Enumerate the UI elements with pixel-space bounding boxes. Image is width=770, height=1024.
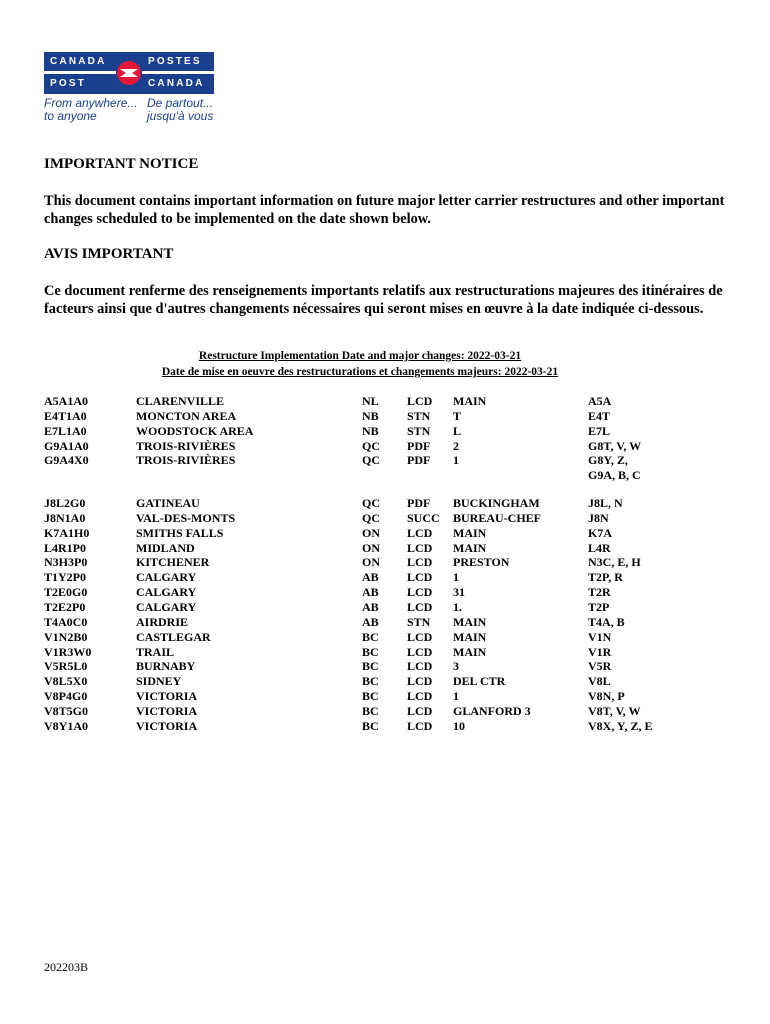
table-row [0,585,770,600]
cell-code: G9A1A0 [44,438,89,453]
table-row [0,719,770,734]
cell-type: LCD [407,659,433,674]
tagline-french [147,97,213,123]
document-id: 202203B [44,960,89,974]
cell-type: PDF [407,496,431,511]
cell-code: K7A1H0 [44,525,90,540]
cell-city: CLARENVILLE [136,394,225,408]
cell-city: VAL-DES-MONTS [136,510,236,525]
tagline-fr-line: jusqu'à vous [147,109,214,123]
cell-type: STN [407,408,431,423]
table-row [0,659,770,674]
cell-code: V8L5X0 [44,674,88,689]
cell-name: 1 [453,689,459,704]
restructure-heading-fr: Date de mise en oeuvre des restructurations et changements majeurs: 2022-03-21 [161,366,559,378]
table-row [0,555,770,570]
cell-fsa: T2R [588,585,611,600]
cell-code: E4T1A0 [44,408,87,423]
cell-type: PDF [407,453,431,468]
cell-type: LCD [407,644,433,659]
logo-word-canada-fr: CANADA [148,78,205,89]
cell-type: LCD [407,689,433,704]
cell-type: STN [407,423,431,438]
cell-prov: BC [362,703,379,718]
logo-word-canada: CANADA [50,56,107,67]
table-group-spacer [0,483,770,496]
table-row [0,600,770,615]
cell-type: LCD [407,703,433,718]
cell-fsa: E7L [588,423,611,438]
cell-code: J8N1A0 [44,510,86,525]
table-row [0,674,770,689]
cell-city: MONCTON AREA [136,408,237,423]
cell-prov: AB [362,585,379,600]
cell-city: GATINEAU [136,496,200,511]
cell-prov: AB [362,614,379,629]
tagline-en-line: From anywhere... [44,96,138,110]
table-row [0,409,770,424]
cell-name: MAIN [453,629,487,644]
cell-fsa: N3C, E, H [588,555,641,570]
cell-name: BUREAU-CHEF [453,510,542,525]
cell-city: CALGARY [136,599,197,614]
cell-prov: QC [362,510,380,525]
cell-name: 1. [453,599,462,614]
cell-prov: BC [362,659,379,674]
cell-prov: BC [362,644,379,659]
cell-type: LCD [407,718,433,733]
cell-fsa: K7A [588,525,612,540]
cell-name: MAIN [453,614,487,629]
restructure-table [0,394,770,734]
cell-code: V1R3W0 [44,644,92,659]
notice-title-fr: AVIS IMPORTANT [44,246,174,262]
cell-fsa: T4A, B [588,614,625,629]
cell-fsa: T2P, R [588,570,623,585]
cell-name: DEL CTR [453,674,506,689]
notice-body-en: This document contains important information on future major letter carrier restructures and other important changes scheduled to be implemented on the date shown below. [44,193,725,227]
cell-code: V8T5G0 [44,703,89,718]
cell-city: TRAIL [136,644,175,659]
cell-name: MAIN [453,525,487,540]
table-row [0,615,770,630]
cell-code: T2E0G0 [44,585,88,600]
cell-code: E7L1A0 [44,423,87,438]
canada-post-logo [44,52,214,94]
restructure-heading-en: Restructure Implementation Date and major changes: 2022-03-21 [198,350,522,362]
cell-prov: ON [362,540,380,555]
cell-prov: BC [362,629,379,644]
cell-name: PRESTON [453,555,510,570]
cell-city: SIDNEY [136,674,182,689]
cell-prov: ON [362,525,380,540]
cell-name: 10 [453,718,465,733]
cell-type: LCD [407,525,433,540]
cell-type: LCD [407,540,433,555]
table-row [0,511,770,526]
table-row [0,541,770,556]
cell-city: KITCHENER [136,555,210,570]
table-row [0,645,770,660]
cell-prov: BC [362,689,379,704]
cell-fsa: G8Y, Z, [588,453,628,468]
cell-fsa: V1N [588,629,612,644]
cell-name: MAIN [453,540,487,555]
cell-fsa: T2P [588,599,610,614]
cell-city: TROIS-RIVIÈRES [136,438,236,453]
cell-code: V1N2B0 [44,629,88,644]
cell-city: AIRDRIE [136,614,189,629]
cell-city: WOODSTOCK AREA [136,423,254,438]
cell-city: CASTLEGAR [136,629,211,644]
cell-code: G9A4X0 [44,453,89,468]
cell-prov: NB [362,408,379,423]
logo-word-postes: POSTES [148,56,202,67]
cell-name: T [453,408,462,423]
cell-city: BURNABY [136,659,196,674]
cell-fsa: V8X, Y, Z, E [588,718,653,733]
cell-code: T4A0C0 [44,614,88,629]
table-row [0,630,770,645]
cell-fsa: A5A [588,394,612,408]
cell-type: LCD [407,629,433,644]
cell-fsa: V5R [588,659,612,674]
cell-code: N3H3P0 [44,555,88,570]
cell-fsa: J8L, N [588,496,623,511]
table-row [0,526,770,541]
cell-city: CALGARY [136,570,197,585]
cell-prov: BC [362,718,379,733]
cell-name: BUCKINGHAM [453,496,540,511]
cell-type: LCD [407,599,433,614]
cell-prov: QC [362,496,380,511]
cell-city: CALGARY [136,585,197,600]
table-row [0,689,770,704]
table-row [0,496,770,511]
cell-type: LCD [407,585,433,600]
cell-type: LCD [407,394,433,408]
cell-type: STN [407,614,431,629]
cell-city: TROIS-RIVIÈRES [136,453,236,468]
tagline-en-line: to anyone [44,109,97,123]
cell-fsa: E4T [588,408,611,423]
cell-city: VICTORIA [136,718,198,733]
cell-code: L4R1P0 [44,540,86,555]
cell-code: A5A1A0 [44,394,88,408]
table-row [0,439,770,454]
table-row [0,468,770,483]
cell-prov: NL [362,394,379,408]
cell-type: SUCC [407,510,440,525]
cell-prov: AB [362,599,379,614]
cell-fsa: G9A, B, C [588,468,641,483]
tagline-fr-line: De partout... [147,96,214,110]
tagline-english [44,97,137,123]
cell-name: 31 [453,585,465,600]
cell-name: 1 [453,453,459,468]
canada-post-emblem-icon [116,52,142,94]
cell-city: MIDLAND [136,540,195,555]
table-row [0,704,770,719]
cell-prov: ON [362,555,380,570]
cell-prov: QC [362,453,380,468]
logo-word-post: POST [50,78,87,89]
cell-name: 1 [453,570,459,585]
cell-type: LCD [407,674,433,689]
cell-name: L [453,423,462,438]
cell-code: V5R5L0 [44,659,88,674]
cell-fsa: G8T, V, W [588,438,642,453]
cell-code: T1Y2P0 [44,570,86,585]
cell-type: PDF [407,438,431,453]
cell-code: J8L2G0 [44,496,86,511]
cell-city: SMITHS FALLS [136,525,224,540]
cell-fsa: V8N, P [588,689,625,704]
cell-name: MAIN [453,394,487,408]
cell-fsa: V8T, V, W [588,703,641,718]
cell-name: 2 [453,438,459,453]
notice-body-fr: Ce document renferme des renseignements importants relatifs aux restructurations majeures des itinéraires de facteurs ainsi que d'autres changements nécessaires qui seront mises en œuvre à la date indiquée ci-dessous. [44,283,723,317]
notice-title-en: IMPORTANT NOTICE [44,156,199,172]
cell-prov: BC [362,674,379,689]
cell-type: LCD [407,555,433,570]
cell-name: MAIN [453,644,487,659]
table-row [0,570,770,585]
table-row [0,394,770,409]
cell-prov: AB [362,570,379,585]
cell-code: T2E2P0 [44,599,86,614]
cell-fsa: L4R [588,540,611,555]
cell-fsa: V8L [588,674,611,689]
cell-name: GLANFORD 3 [453,703,531,718]
cell-fsa: J8N [588,510,609,525]
cell-type: LCD [407,570,433,585]
cell-fsa: V1R [588,644,612,659]
cell-name: 3 [453,659,459,674]
table-row [0,424,770,439]
cell-code: V8P4G0 [44,689,88,704]
cell-city: VICTORIA [136,689,198,704]
table-row [0,453,770,468]
cell-prov: QC [362,438,380,453]
cell-code: V8Y1A0 [44,718,88,733]
cell-prov: NB [362,423,379,438]
cell-city: VICTORIA [136,703,198,718]
